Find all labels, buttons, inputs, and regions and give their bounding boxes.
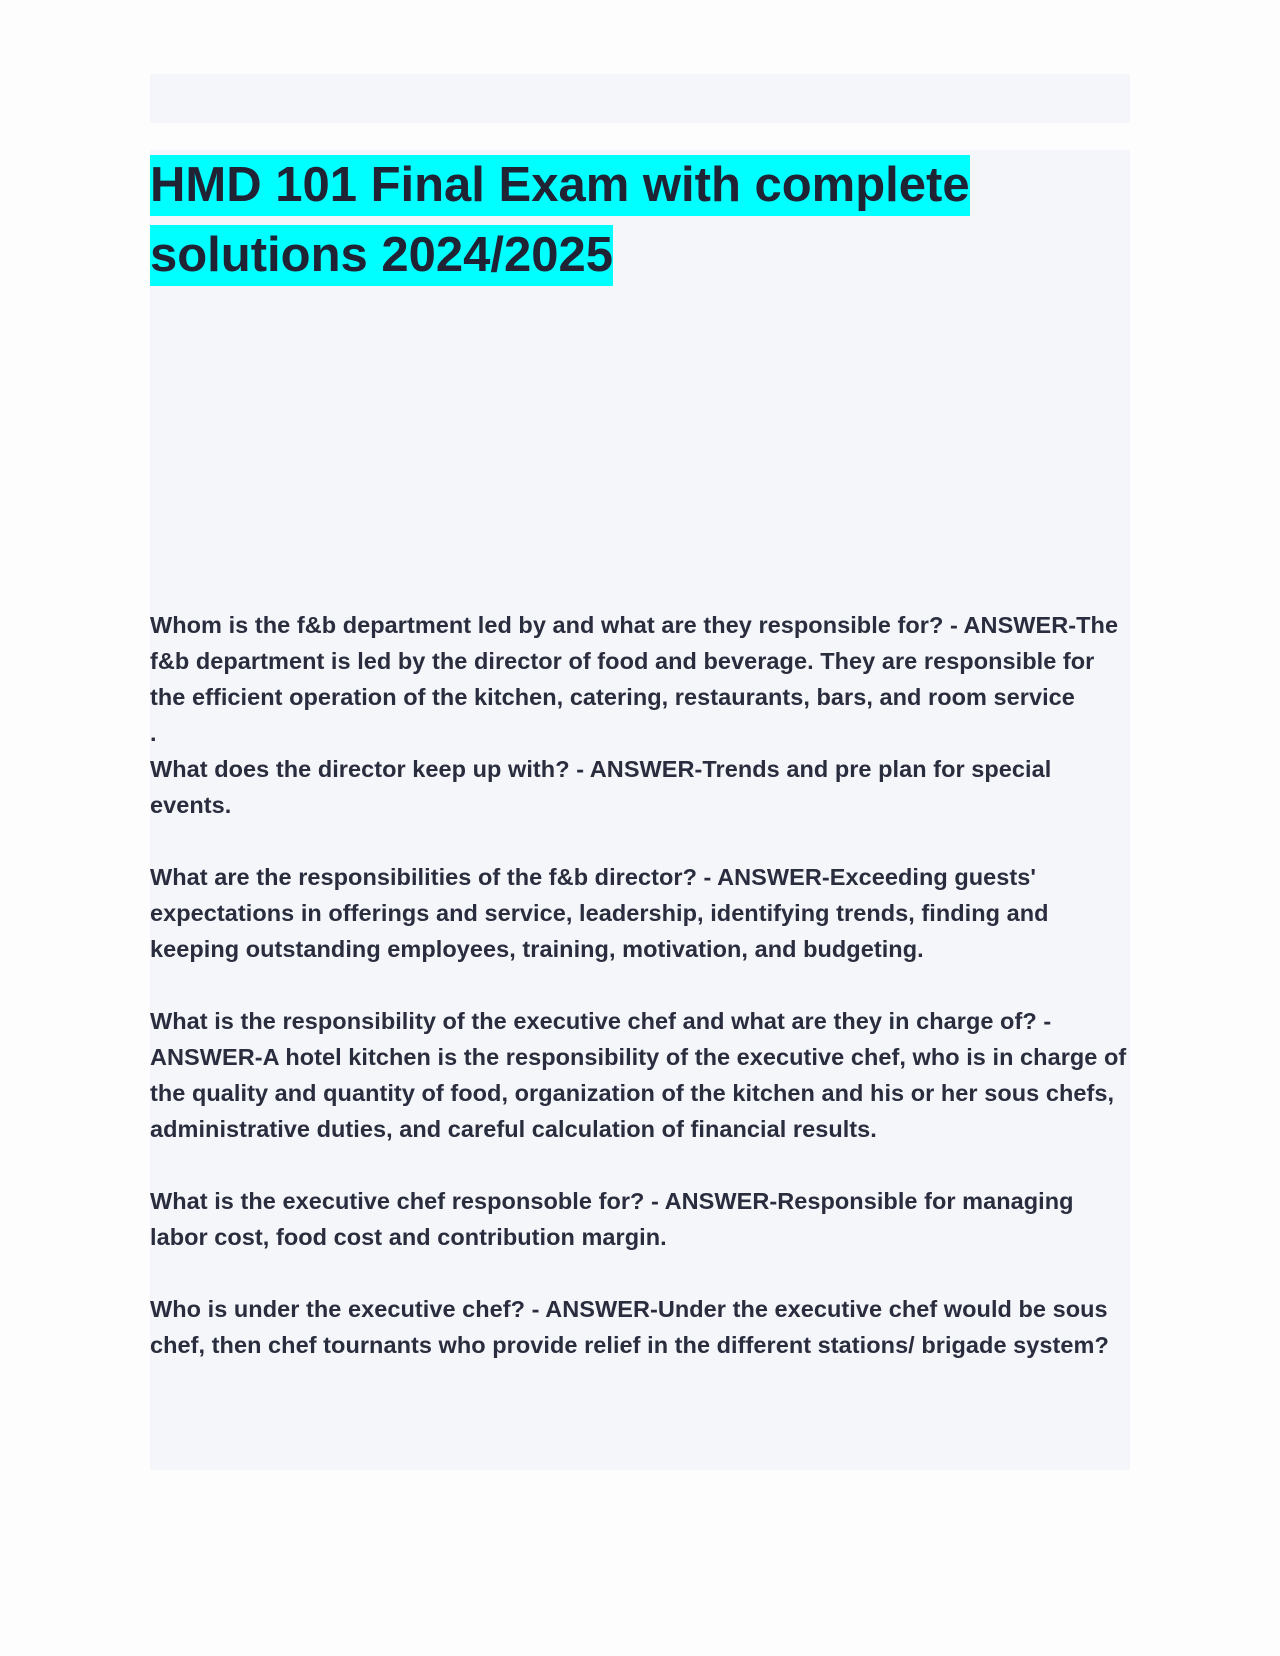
qa-spacer bbox=[150, 1255, 1132, 1291]
qa-list bbox=[150, 607, 1132, 1363]
qa-item: What is the executive chef responsoble for? - ANSWER-Responsible for managing labor cost, food cost and contribution margin. bbox=[150, 1188, 1074, 1250]
qa-spacer bbox=[150, 823, 1132, 859]
qa-item: What is the responsibility of the executive chef and what are they in charge of? - ANSWER-A hotel kitchen is the responsibility of the executive chef, who is in charge of the quality and quantity of food, organization of the kitchen and his or her sous chefs, administrative duties, and careful calculation of financial results. bbox=[150, 1008, 1127, 1142]
qa-spacer bbox=[150, 967, 1132, 1003]
title-line-1: HMD 101 Final Exam with complete bbox=[150, 155, 970, 216]
qa-item: What does the director keep up with? - ANSWER-Trends and pre plan for special events. bbox=[150, 756, 1052, 818]
qa-separator: . bbox=[150, 720, 157, 746]
qa-item: Who is under the executive chef? - ANSWER-Under the executive chef would be sous chef, then chef tournants who provide relief in the different stations/ brigade system? bbox=[150, 1296, 1109, 1358]
header-band bbox=[150, 74, 1130, 123]
qa-spacer bbox=[150, 1147, 1132, 1183]
document-title bbox=[150, 150, 1050, 290]
title-line-2: solutions 2024/2025 bbox=[150, 225, 613, 286]
qa-item: Whom is the f&b department led by and what are they responsible for? - ANSWER-The f&b department is led by the director of food and beverage. They are responsible for the efficient operation of the kitchen, catering, restaurants, bars, and room service bbox=[150, 612, 1119, 710]
qa-item: What are the responsibilities of the f&b director? - ANSWER-Exceeding guests' expectations in offerings and service, leadership, identifying trends, finding and keeping outstanding employees, training, motivation, and budgeting. bbox=[150, 864, 1049, 962]
